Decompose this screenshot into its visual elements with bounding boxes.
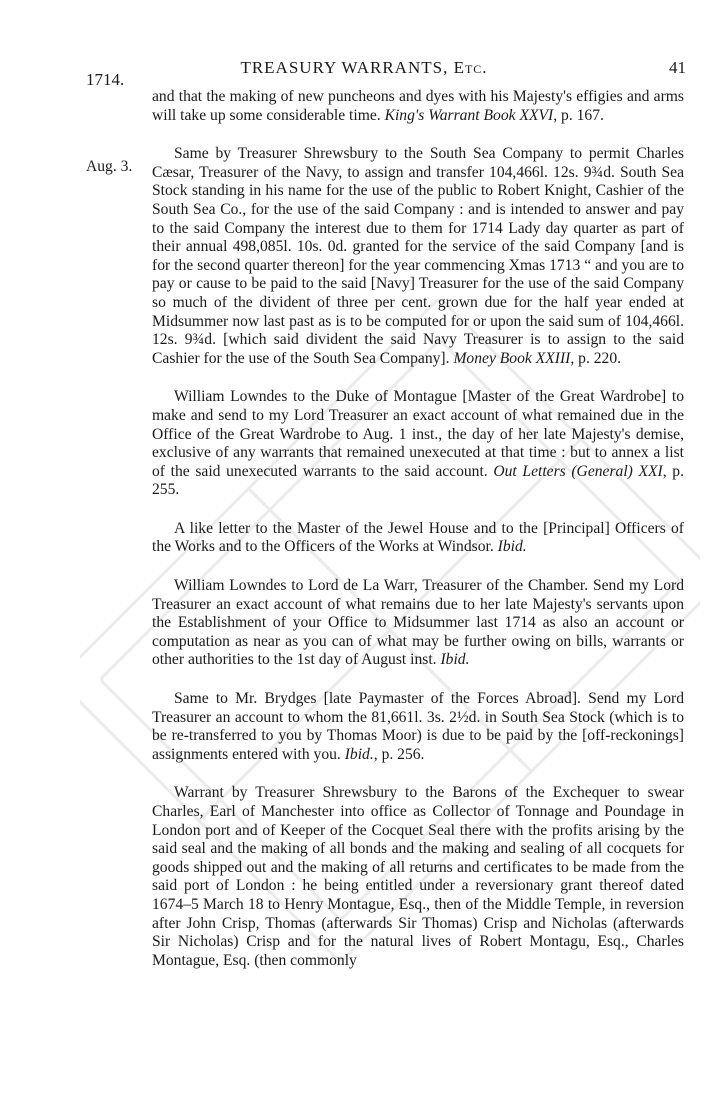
running-title-main: TREASURY WARRANTS, — [240, 58, 449, 77]
header-year: 1714. — [86, 70, 125, 89]
entry-reference: Ibid. — [344, 745, 374, 763]
entry-continuation: and that the making of new puncheons and dyes with his Majesty's effigies and arms will take up some considerable time. King's Warrant Book XXVI, p. 167. — [152, 88, 684, 124]
entry-reference: Money Book XXIII — [453, 349, 571, 367]
running-title-suffix: Etc. — [453, 58, 488, 77]
entry-south-sea-warrant: Same by Treasurer Shrewsbury to the South Sea Company to permit Charles Cæsar, Treasurer of the Navy, to assign and transfer 104,466l. 12s. 9¾d. South Sea Stock standing in his name for the use of the public to Robert Knight, Cashier of the South Sea Co., for the use of the said Company : and is intended to answer and pay to the said Company the interest due to them for 1714 Lady day quarter as part of their annual 498,085l. 10s. 0d. granted for the service of the said Company [and is for the second quarter thereon] for the year commencing Xmas 1713 “ and you are to pay or cause to be paid to the said [Navy] Treasurer for the use of the said Company so much of the divident of three per cent. grown due for the half year ended at Midsummer now last past as is to be computed for or upon the said sum of 104,466l. 12s. 9¾d. [which said divident the said Navy Treasurer is to assign to the said Cashier for the use of the South Sea Company]. Money Book XXIII, p. 220. — [152, 145, 684, 367]
entry-brydges-letter: Same to Mr. Brydges [late Paymaster of the Forces Abroad]. Send my Lord Treasurer an account to whom the 81,661l. 3s. 2½d. in South Sea Stock (which is to be re-transferred to you by Thomas Moor) is due to be paid by the [off-reckonings] assignments entered with you. Ibid., p. 256. — [152, 690, 684, 763]
running-title — [0, 58, 728, 78]
entry-great-wardrobe-letter: William Lowndes to the Duke of Montague [Master of the Great Wardrobe] to make and send to my Lord Treasurer an exact account of what remained due in the Office of the Great Wardrobe to Aug. 1 inst., the day of her late Majesty's demise, exclusive of any warrants that remained unexecuted at that time : but to annex a list of the said unexecuted warrants to the said account. Out Letters (General) XXI, p. 255. — [152, 388, 684, 499]
entry-reference: Ibid. — [497, 538, 527, 556]
page-number: 41 — [669, 58, 686, 77]
entry-manchester-warrant: Warrant by Treasurer Shrewsbury to the Barons of the Exchequer to swear Charles, Earl of Manchester into office as Collector of Tonnage and Poundage in London port and of Keeper of the Cocquet Seal there with the profits arising by the said seal and the making of all bonds and the making and sealing of all cocquets for goods shipped out and the making of all returns and certificates to be made from the said port of London : he being entitled under a reversionary grant thereof dated 1674–5 March 18 to Henry Montague, Esq., then of the Middle Temple, in reversion after John Crisp, Thomas (afterwards Sir Thomas) Crisp and Nicholas (afterwards Sir Nicholas) Crisp and for the natural lives of Robert Montagu, Esq., Charles Montague, Esq. (then commonly — [152, 784, 684, 969]
margin-date: Aug. 3. — [86, 158, 133, 175]
entry-jewel-house-letter: A like letter to the Master of the Jewel House and to the [Principal] Officers of the Works and to the Officers of the Works at Windsor. Ibid. — [152, 519, 684, 556]
body-text — [152, 88, 684, 990]
entry-reference: Out Letters (General) XXI — [493, 462, 663, 480]
entry-reference: Ibid. — [440, 651, 470, 669]
entry-reference: King's Warrant Book XXVI — [384, 106, 554, 124]
entry-chamber-letter: William Lowndes to Lord de La Warr, Treasurer of the Chamber. Send my Lord Treasurer an exact account of what remains due to her late Majesty's servants upon the Establishment of your Office to Midsummer last 1714 as also an account or computation as near as you can of what may be further owing on bills, warrants or other authorities to the 1st day of August inst. Ibid. — [152, 577, 684, 669]
